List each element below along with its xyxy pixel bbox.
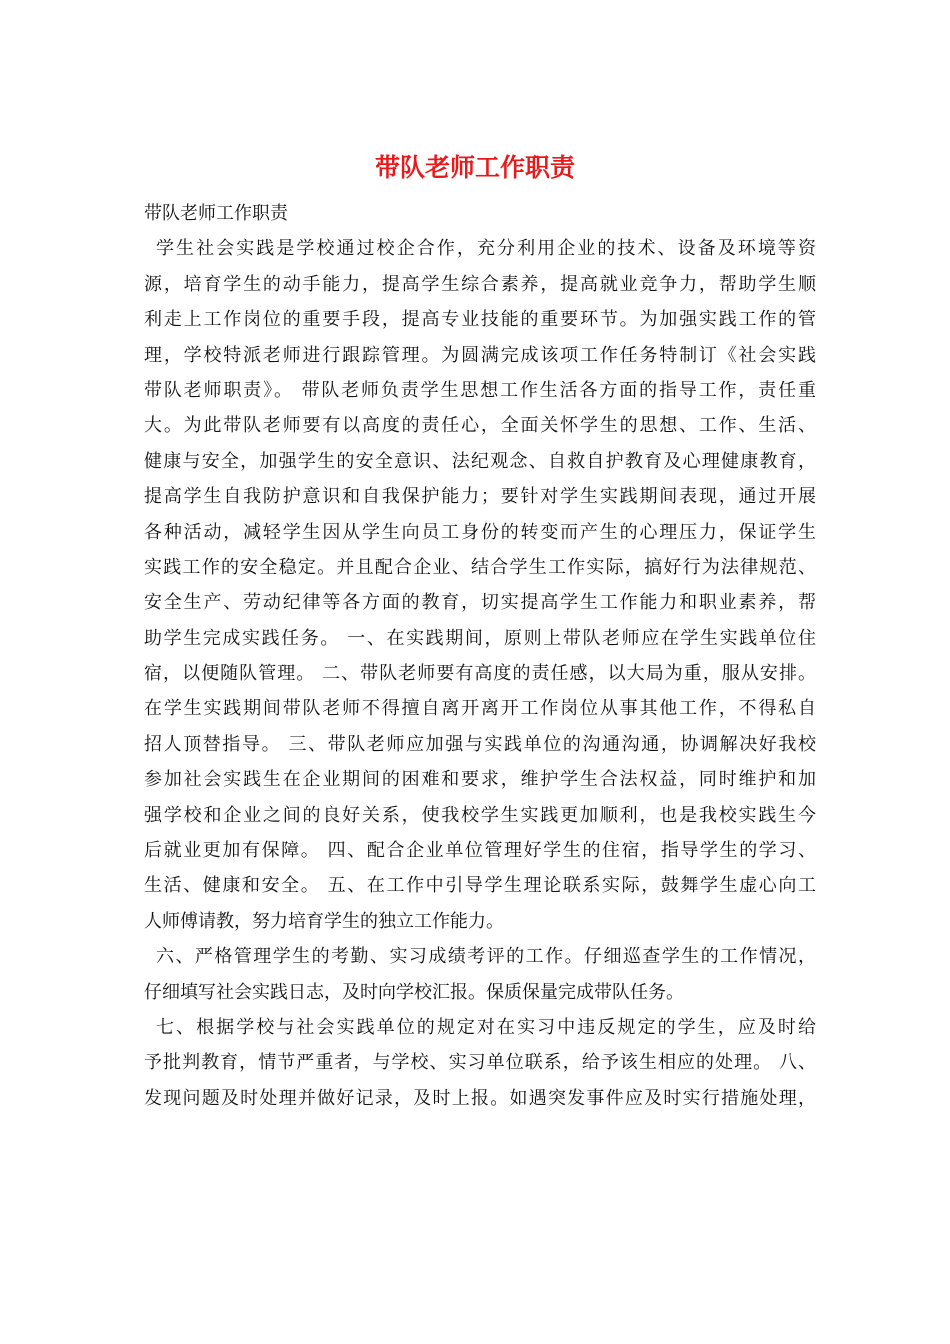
paragraph-line: 后就业更加有保障。 四、配合企业单位管理好学生的住宿，指导学生的学习、 xyxy=(144,840,816,862)
paragraph-line: 理，学校特派老师进行跟踪管理。为圆满完成该项工作任务特制订《社会实践 xyxy=(144,344,816,366)
paragraph-line: 参加社会实践生在企业期间的困难和要求，维护学生合法权益，同时维护和加 xyxy=(144,769,816,791)
paragraph-line: 予批判教育，情节严重者，与学校、实习单位联系，给予该生相应的处理。 八、 xyxy=(144,1052,816,1074)
paragraph-line: 健康与安全，加强学生的安全意识、法纪观念、自救自护教育及心理健康教育， xyxy=(144,450,816,472)
paragraph-line: 招人顶替指导。 三、带队老师应加强与实践单位的沟通沟通，协调解决好我校 xyxy=(144,733,816,755)
paragraph-line: 七、根据学校与社会实践单位的规定对在实习中违反规定的学生，应及时给 xyxy=(156,1016,816,1038)
paragraph-line: 实践工作的安全稳定。并且配合企业、结合学生工作实际，搞好行为法律规范、 xyxy=(144,556,816,578)
paragraph-line: 发现问题及时处理并做好记录，及时上报。如遇突发事件应及时实行措施处理， xyxy=(144,1087,816,1109)
paragraph-line: 仔细填写社会实践日志，及时向学校汇报。保质保量完成带队任务。 xyxy=(144,981,684,1003)
paragraph-line: 人师傅请教，努力培育学生的独立工作能力。 xyxy=(144,910,504,932)
paragraph-line: 六、严格管理学生的考勤、实习成绩考评的工作。仔细巡查学生的工作情况， xyxy=(156,946,816,968)
paragraph-line: 大。为此带队老师要有以高度的责任心，全面关怀学生的思想、工作、生活、 xyxy=(144,415,816,437)
paragraph-line: 强学校和企业之间的良好关系，使我校学生实践更加顺利，也是我校实践生今 xyxy=(144,804,816,826)
paragraph-line: 生活、健康和安全。 五、在工作中引导学生理论联系实际，鼓舞学生虚心向工 xyxy=(144,875,816,897)
paragraph-line: 在学生实践期间带队老师不得擅自离开离开工作岗位从事其他工作，不得私自 xyxy=(144,698,816,720)
paragraph-line: 助学生完成实践任务。 一、在实践期间，原则上带队老师应在学生实践单位住 xyxy=(144,627,816,649)
document-body xyxy=(144,196,816,1116)
paragraph-line: 学生社会实践是学校通过校企合作，充分利用企业的技术、设备及环境等资 xyxy=(156,238,816,260)
paragraph-line: 源，培育学生的动手能力，提高学生综合素养，提高就业竞争力，帮助学生顺 xyxy=(144,273,816,295)
paragraph-line: 带队老师职责》。 带队老师负责学生思想工作生活各方面的指导工作，责任重 xyxy=(144,379,816,401)
subheading: 带队老师工作职责 xyxy=(144,203,288,224)
document-title: 带队老师工作职责 xyxy=(374,153,575,182)
paragraph-line: 提高学生自我防护意识和自我保护能力；要针对学生实践期间表现，通过开展 xyxy=(144,486,816,508)
paragraph-line: 利走上工作岗位的重要手段，提高专业技能的重要环节。为加强实践工作的管 xyxy=(144,309,816,331)
paragraph-line: 宿，以便随队管理。 二、带队老师要有高度的责任感，以大局为重，服从安排。 xyxy=(144,663,816,685)
paragraph-line: 安全生产、劳动纪律等各方面的教育，切实提高学生工作能力和职业素养，帮 xyxy=(144,592,816,614)
paragraph-line: 各种活动，减轻学生因从学生向员工身份的转变而产生的心理压力，保证学生 xyxy=(144,521,816,543)
